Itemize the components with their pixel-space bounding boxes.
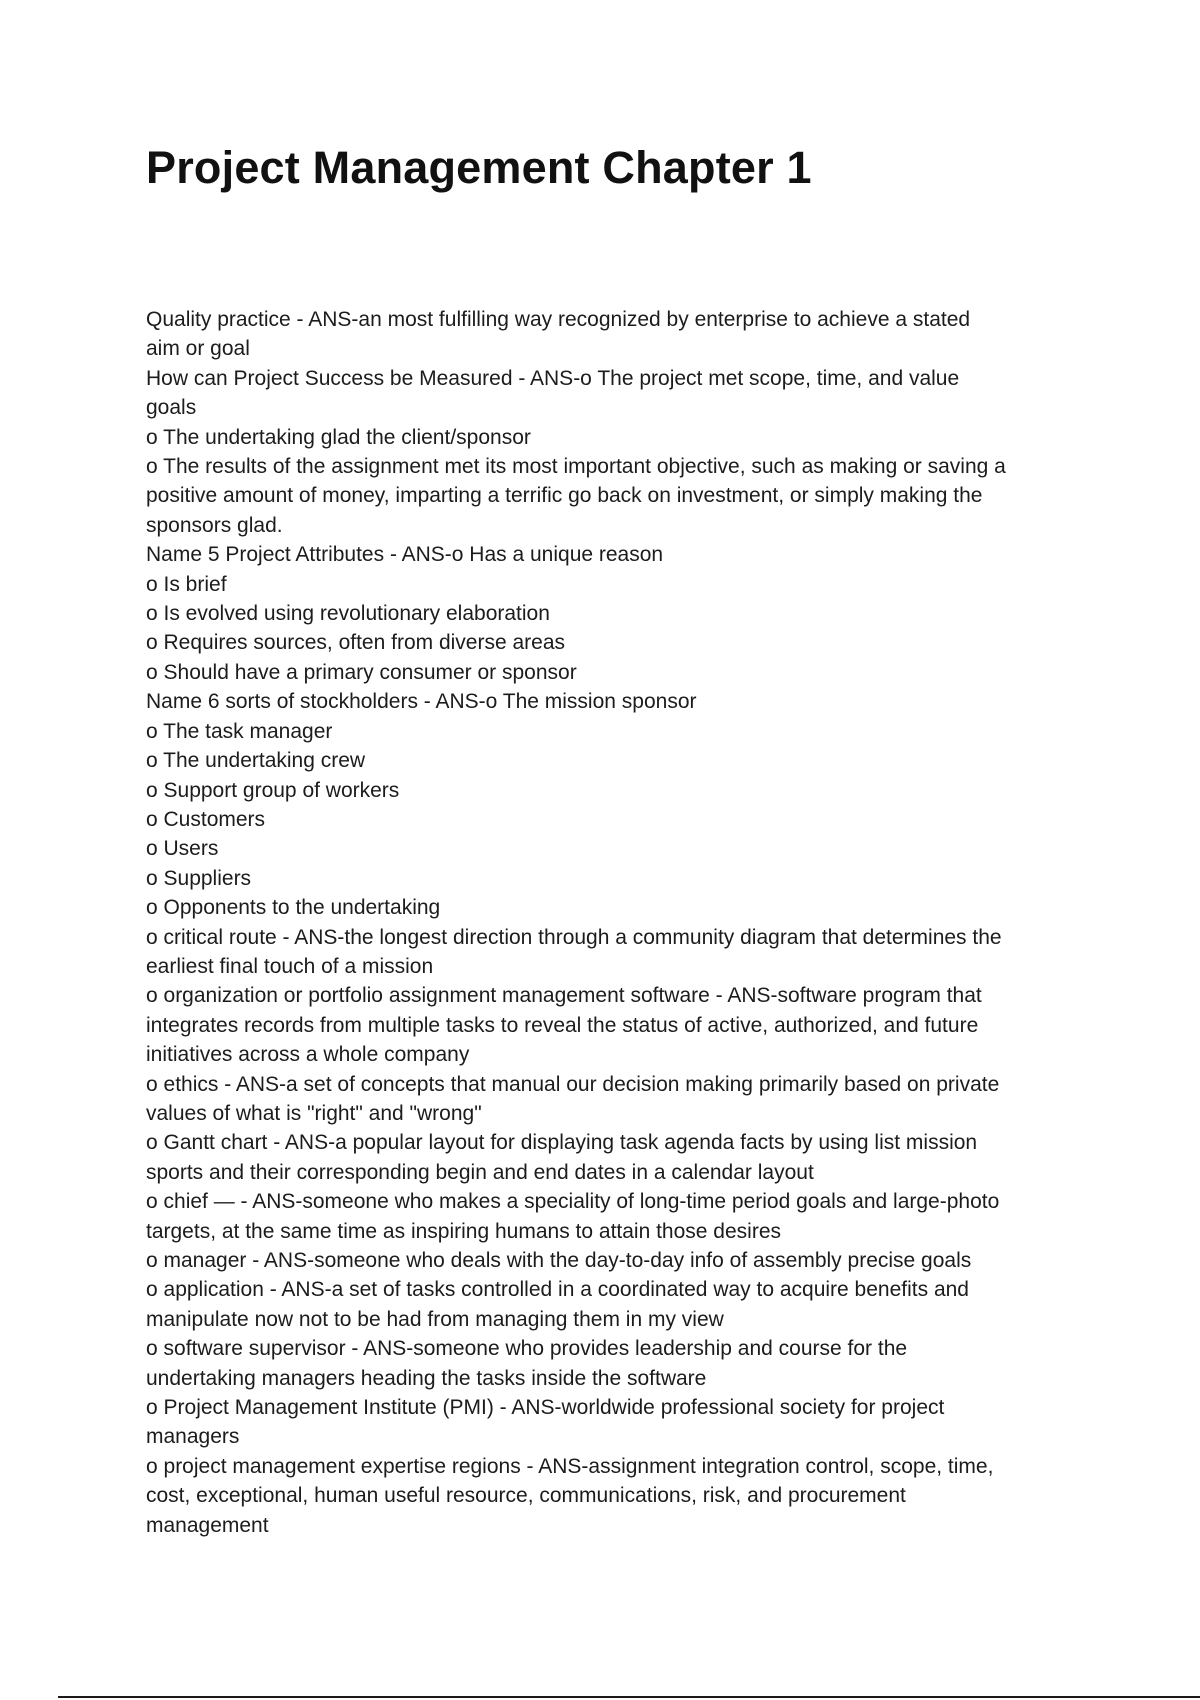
text-line: o Project Management Institute (PMI) - ANS-worldwide professional society for project: [146, 1396, 945, 1420]
text-line: values of what is "right" and "wrong": [146, 1101, 482, 1125]
text-line: initiatives across a whole company: [146, 1043, 470, 1067]
text-line: targets, at the same time as inspiring humans to attain those desires: [146, 1219, 781, 1243]
text-line: positive amount of money, imparting a terrific go back on investment, or simply making the: [146, 484, 983, 508]
text-line: Name 6 sorts of stockholders - ANS-o The mission sponsor: [146, 690, 697, 714]
text-line: o The undertaking crew: [146, 749, 366, 773]
text-line: o Is brief: [146, 572, 227, 596]
text-line: o Opponents to the undertaking: [146, 896, 441, 920]
text-line: earliest final touch of a mission: [146, 954, 434, 978]
text-line: o organization or portfolio assignment management software - ANS-software program that: [146, 984, 982, 1008]
text-line: o Requires sources, often from diverse areas: [146, 631, 566, 655]
text-line: undertaking managers heading the tasks inside the software: [146, 1366, 707, 1390]
text-line: o chief — - ANS-someone who makes a speciality of long-time period goals and large-photo: [146, 1190, 1000, 1214]
text-line: aim or goal: [146, 337, 250, 361]
text-line: o The task manager: [146, 719, 333, 743]
text-line: o Customers: [146, 807, 266, 831]
text-line: manipulate now not to be had from managing them in my view: [146, 1307, 724, 1331]
text-line: o manager - ANS-someone who deals with the day-to-day info of assembly precise goals: [146, 1249, 972, 1272]
text-line: o Users: [146, 837, 219, 861]
text-line: o Suppliers: [146, 866, 252, 890]
text-line: o application - ANS-a set of tasks controlled in a coordinated way to acquire benefits and: [146, 1278, 969, 1302]
text-line: o Should have a primary consumer or sponsor: [146, 660, 577, 684]
text-line: o software supervisor - ANS-someone who provides leadership and course for the: [146, 1337, 908, 1361]
text-line: Quality practice - ANS-an most fulfilling way recognized by enterprise to achieve a stated: [146, 308, 971, 331]
page-title: Project Management Chapter 1: [146, 142, 812, 193]
text-line: o The undertaking glad the client/sponsor: [146, 425, 531, 449]
text-line: o ethics - ANS-a set of concepts that manual our decision making primarily based on private: [146, 1072, 1000, 1096]
text-line: sports and their corresponding begin and end dates in a calendar layout: [146, 1160, 814, 1184]
footer-divider: [58, 1696, 1200, 1698]
text-line: Name 5 Project Attributes - ANS-o Has a unique reason: [146, 543, 664, 567]
text-line: cost, exceptional, human useful resource, communications, risk, and procurement: [146, 1484, 906, 1508]
text-line: o Gantt chart - ANS-a popular layout for displaying task agenda facts by using list mission: [146, 1131, 978, 1155]
text-line: o critical route - ANS-the longest direction through a community diagram that determines the: [146, 925, 1002, 949]
text-line: sponsors glad.: [146, 513, 283, 537]
document-body: [146, 305, 1066, 1540]
text-line: o Support group of workers: [146, 778, 400, 802]
text-line: goals: [146, 396, 197, 420]
text-line: integrates records from multiple tasks to reveal the status of active, authorized, and future: [146, 1013, 979, 1037]
text-line: How can Project Success be Measured - ANS-o The project met scope, time, and value: [146, 366, 960, 390]
text-line: managers: [146, 1425, 240, 1449]
text-line: management: [146, 1513, 269, 1537]
text-line: o Is evolved using revolutionary elaboration: [146, 602, 550, 626]
text-line: o The results of the assignment met its most important objective, such as making or saving a: [146, 455, 1006, 479]
text-line: o project management expertise regions - ANS-assignment integration control, scope, time,: [146, 1454, 994, 1478]
